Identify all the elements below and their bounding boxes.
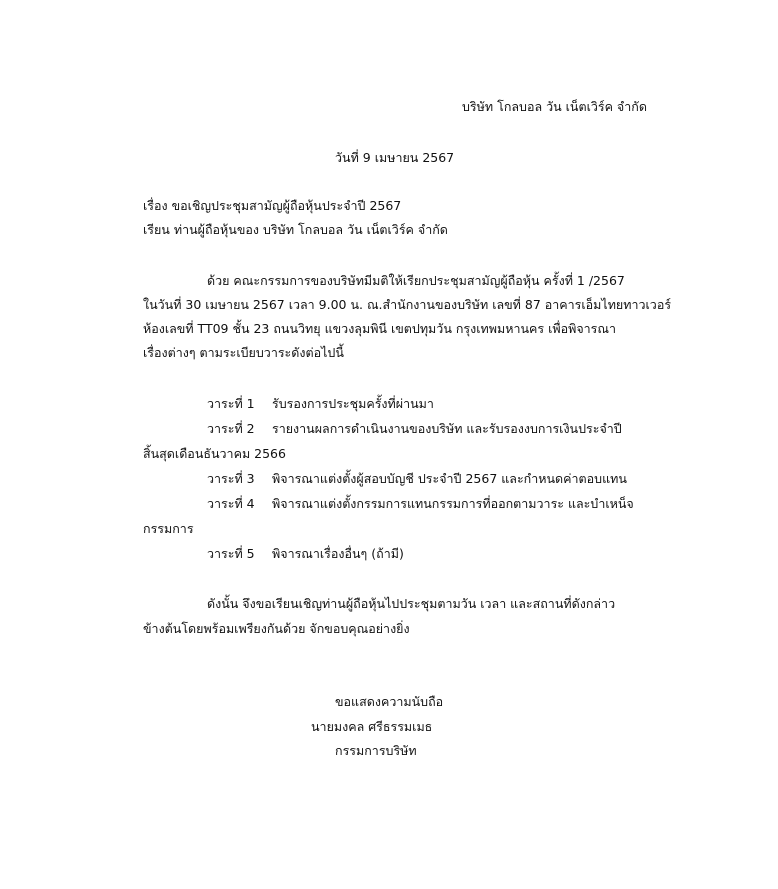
agenda-number: วาระที่ 2 (207, 421, 255, 436)
signature-salutation: ขอแสดงความนับถือ (335, 694, 444, 709)
intro-line-3: ห้องเลขที่ TT09 ชั้น 23 ถนนวิทยุ แขวงลุมพินี เขตปทุมวัน กรุงเทพมหานคร เพื่อพิจารณา (143, 321, 616, 336)
agenda-item-text: พิจารณาแต่งตั้งกรรมการแทนกรรมการที่ออกตามวาระ และบำเหน็จ (272, 496, 634, 511)
letter-recipient: เรียน ท่านผู้ถือหุ้นของ บริษัท โกลบอล วัน เน็ตเวิร์ค จำกัด (143, 222, 448, 237)
company-header: บริษัท โกลบอล วัน เน็ตเวิร์ค จำกัด (462, 99, 647, 114)
agenda-item-text: พิจารณาแต่งตั้งผู้สอบบัญชี ประจำปี 2567 และกำหนดค่าตอบแทน (272, 471, 627, 486)
agenda-item-text: รายงานผลการดำเนินงานของบริษัท และรับรองงบการเงินประจำปี (272, 421, 622, 436)
agenda-item-text: รับรองการประชุมครั้งที่ผ่านมา (272, 396, 434, 411)
intro-line-1: ด้วย คณะกรรมการของบริษัทมีมติให้เรียกประชุมสามัญผู้ถือหุ้น ครั้งที่ 1 /2567 (207, 273, 625, 288)
closing-line-2: ข้างต้นโดยพร้อมเพรียงกันด้วย จักขอบคุณอย่างยิ่ง (143, 621, 410, 636)
signature-name: นายมงคล ศรีธรรมเมธ (311, 719, 433, 734)
agenda-item-continuation: กรรมการ (143, 521, 194, 536)
agenda-number: วาระที่ 5 (207, 546, 255, 561)
closing-line-1: ดังนั้น จึงขอเรียนเชิญท่านผู้ถือหุ้นไปประชุมตามวัน เวลา และสถานที่ดังกล่าว (207, 596, 616, 611)
agenda-item-continuation: สิ้นสุดเดือนธันวาคม 2566 (143, 446, 286, 461)
agenda-number: วาระที่ 1 (207, 396, 255, 411)
agenda-item-text: พิจารณาเรื่องอื่นๆ (ถ้ามี) (272, 546, 404, 561)
intro-line-4: เรื่องต่างๆ ตามระเบียบวาระดังต่อไปนี้ (143, 345, 344, 360)
agenda-number: วาระที่ 3 (207, 471, 255, 486)
signature-title: กรรมการบริษัท (335, 743, 417, 758)
intro-line-2: ในวันที่ 30 เมษายน 2567 เวลา 9.00 น. ณ.สำนักงานของบริษัท เลขที่ 87 อาคารเอ็มไทยทาวเวอร์ (143, 297, 672, 312)
agenda-number: วาระที่ 4 (207, 496, 255, 511)
letter-date: วันที่ 9 เมษายน 2567 (335, 150, 455, 165)
letter-subject: เรื่อง ขอเชิญประชุมสามัญผู้ถือหุ้นประจำปี 2567 (143, 198, 402, 213)
